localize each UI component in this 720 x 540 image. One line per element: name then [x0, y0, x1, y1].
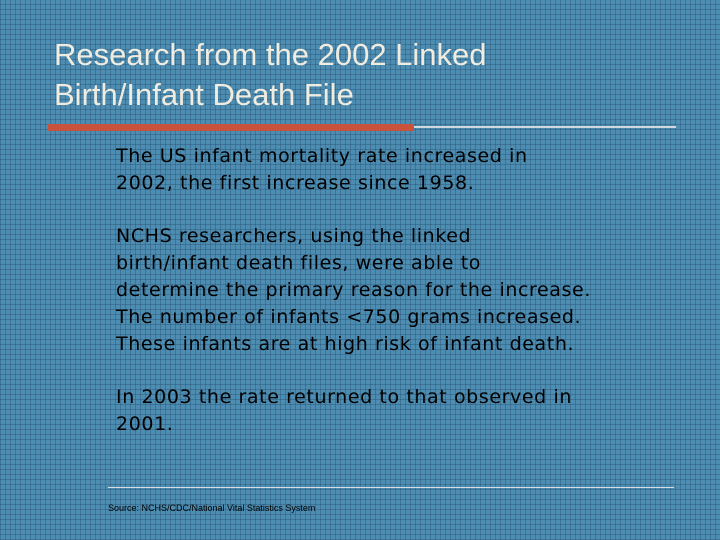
bullet-2: [116, 223, 706, 358]
bullet-2-line-3: determine the primary reason for the increase.: [116, 279, 591, 301]
bullet-2-line-1: NCHS researchers, using the linked: [116, 225, 472, 247]
title-line-1: Research from the 2002 Linked: [54, 37, 487, 72]
title-line-2: Birth/Infant Death File: [54, 77, 354, 112]
bullet-2-line-5: These infants are at high risk of infant death.: [116, 333, 575, 355]
title-accent-rule: [48, 124, 414, 131]
bullet-1-line-1: The US infant mortality rate increased in: [116, 145, 528, 167]
bullet-3: [116, 384, 706, 438]
bullet-2-line-4: The number of infants <750 grams increased.: [116, 306, 582, 328]
source-citation: Source: NCHS/CDC/National Vital Statistics System: [108, 503, 316, 513]
footer-rule: [108, 487, 674, 488]
bullet-1: [116, 143, 706, 197]
bullet-3-line-2: 2001.: [116, 413, 174, 435]
bullet-2-line-2: birth/infant death files, were able to: [116, 252, 482, 274]
bullet-1-line-2: 2002, the first increase since 1958.: [116, 172, 475, 194]
slide-title: [54, 35, 674, 115]
bullet-list: [116, 143, 706, 464]
title-divider-rule: [414, 126, 676, 128]
bullet-3-line-1: In 2003 the rate returned to that observed in: [116, 386, 572, 408]
